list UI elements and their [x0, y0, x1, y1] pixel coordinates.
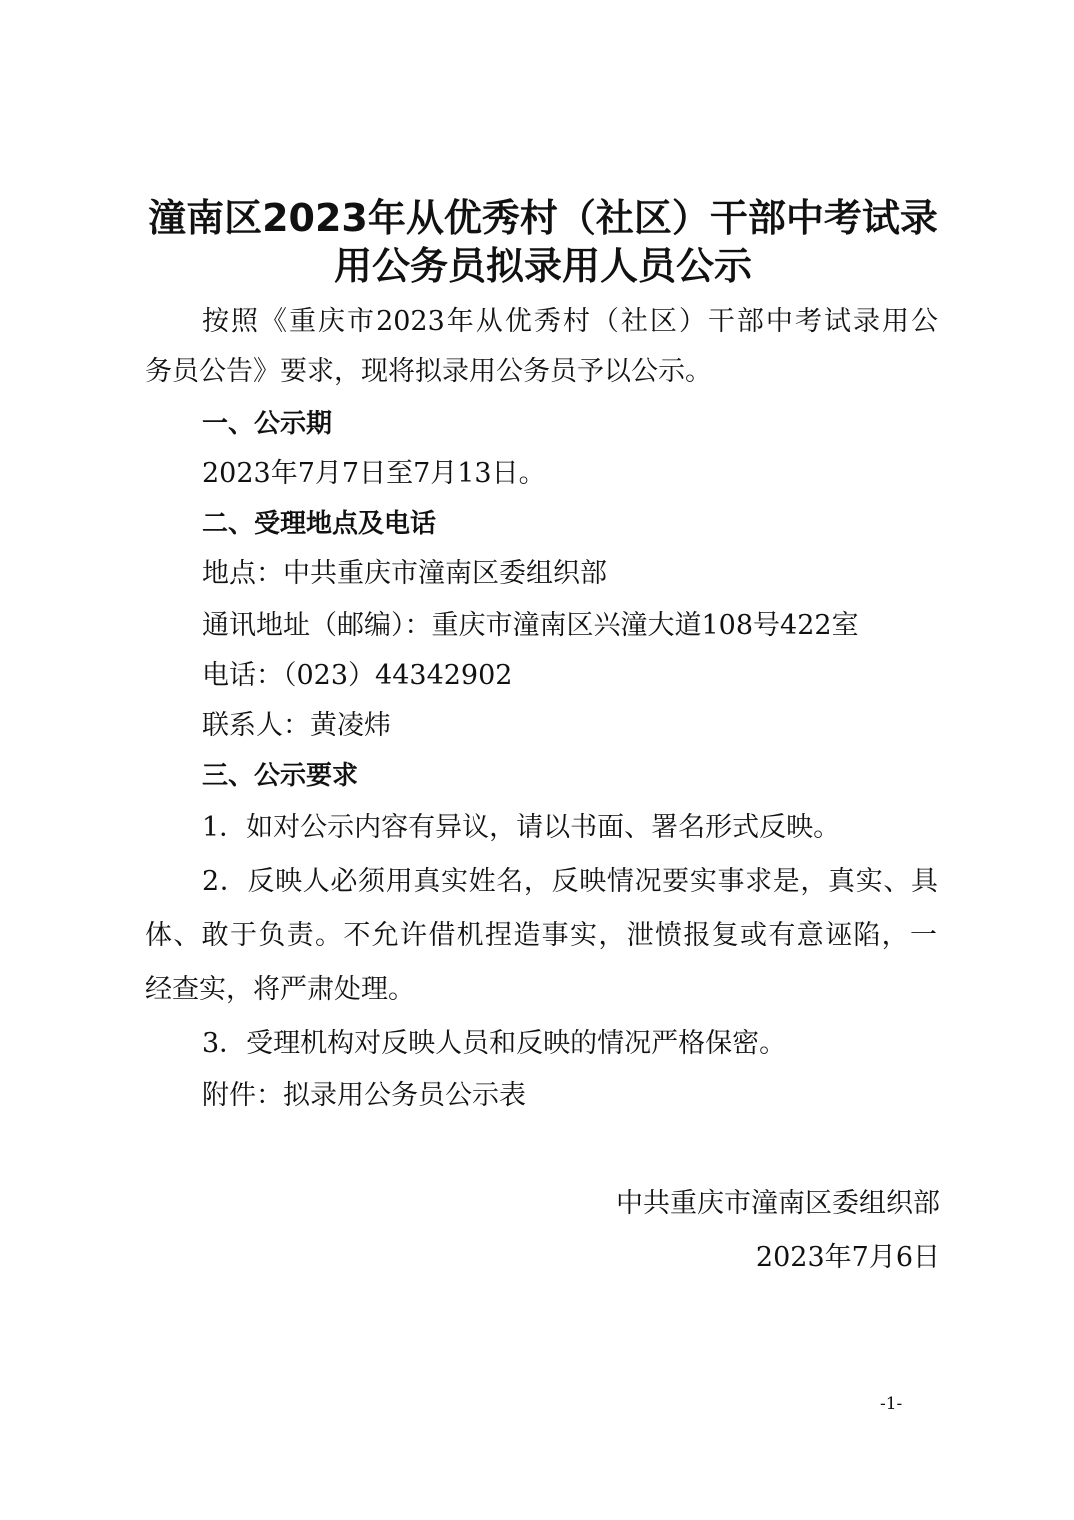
attachment-line: 附件：拟录用公务员公示表	[202, 1080, 526, 1111]
requirement-item-2-line-1: 2．反映人必须用真实姓名，反映情况要实事求是，真实、具	[202, 866, 938, 897]
publicity-period: 2023年7月7日至7月13日。	[202, 458, 546, 489]
section1-heading: 一、公示期	[202, 409, 333, 439]
section2-heading: 二、受理地点及电话	[202, 509, 437, 539]
signature-date: 2023年7月6日	[755, 1242, 940, 1273]
requirement-item-2-line-3: 经查实，将严肃处理。	[145, 974, 415, 1005]
section3-heading: 三、公示要求	[202, 761, 359, 791]
document-title-line-1: 潼南区2023年从优秀村（社区）干部中考试录	[148, 196, 938, 240]
requirement-item-2-line-2: 体、敢于负责。不允许借机捏造事实，泄愤报复或有意诬陷，一	[145, 920, 937, 951]
requirement-item-1: 1．如对公示内容有异议，请以书面、署名形式反映。	[202, 812, 841, 843]
requirement-item-3: 3．受理机构对反映人员和反映的情况严格保密。	[202, 1028, 787, 1059]
intro-line-1: 按照《重庆市2023年从优秀村（社区）干部中考试录用公	[202, 306, 938, 337]
signature-organization: 中共重庆市潼南区委组织部	[616, 1188, 940, 1219]
location-line: 地点：中共重庆市潼南区委组织部	[202, 558, 607, 589]
phone-line: 电话：（023）44342902	[202, 660, 513, 691]
contact-line: 联系人：黄凌炜	[202, 710, 391, 741]
intro-line-2: 务员公告》要求，现将拟录用公务员予以公示。	[145, 356, 712, 387]
page-number: -1-	[880, 1394, 903, 1414]
address-line: 通讯地址（邮编）：重庆市潼南区兴潼大道108号422室	[202, 610, 859, 641]
document-title-line-2: 用公务员拟录用人员公示	[333, 244, 752, 288]
